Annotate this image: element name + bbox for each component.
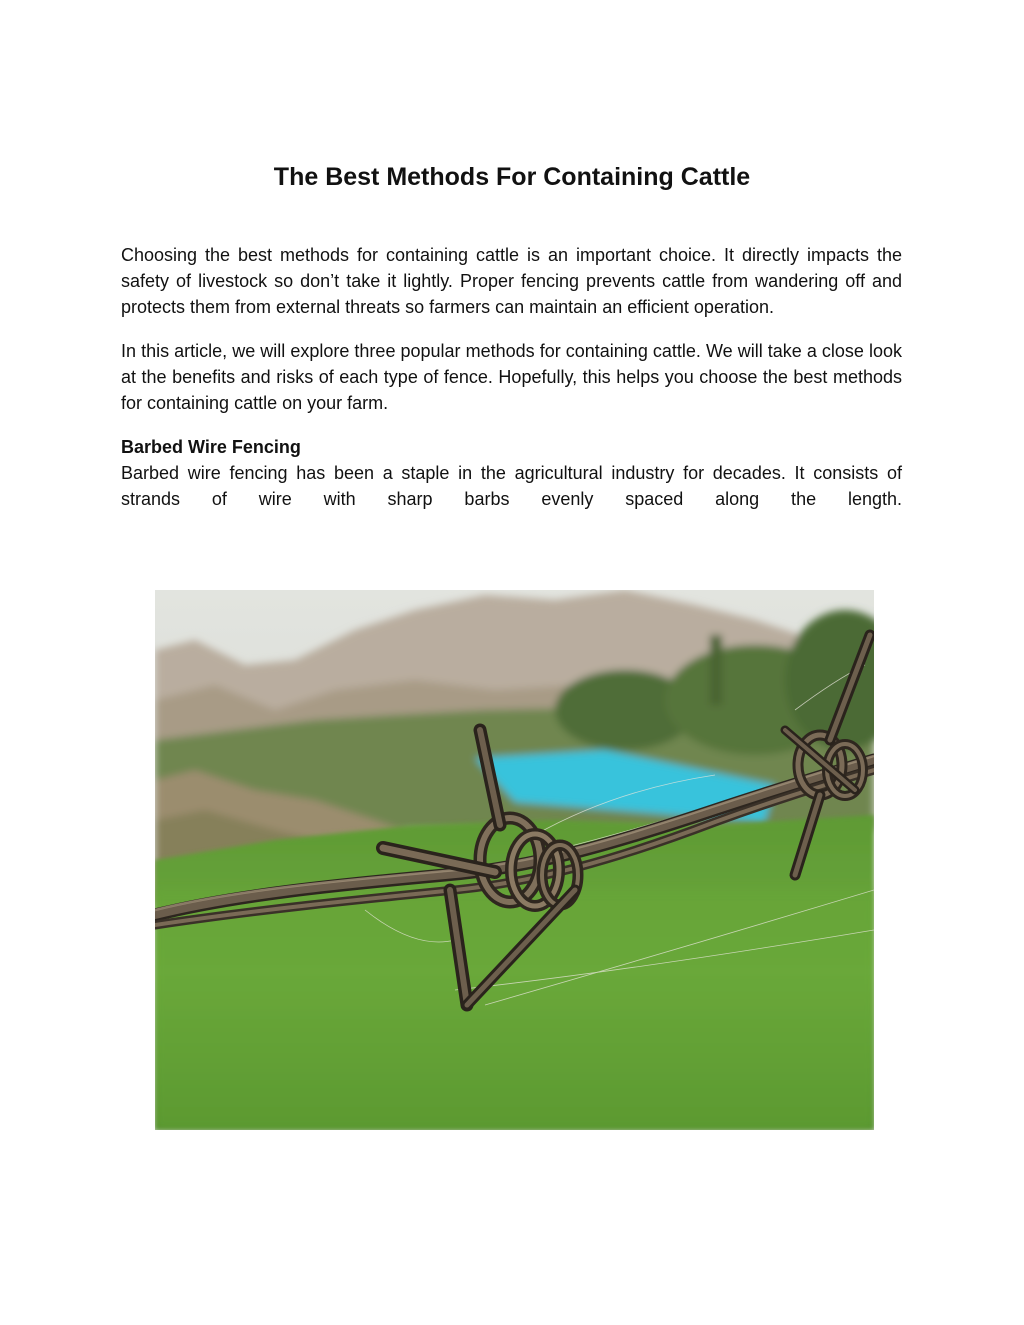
article-body <box>121 242 902 530</box>
section-barbed-wire <box>121 434 902 512</box>
photo-illustration <box>155 590 874 1130</box>
barbed-wire-photo <box>155 590 874 1130</box>
section-paragraph: Barbed wire fencing has been a staple in the agricultural industry for decades. It consists of strands of wire with sharp barbs evenly spaced along the length. <box>121 463 902 509</box>
page-title: The Best Methods For Containing Cattle <box>273 163 751 191</box>
intro-paragraph: Choosing the best methods for containing cattle is an important choice. It directly impacts the safety of livestock so don’t take it lightly. Proper fencing prevents cattle from wandering off and protects them from external threats so farmers can maintain an efficient operation. <box>121 245 902 317</box>
overview-paragraph: In this article, we will explore three popular methods for containing cattle. We will take a close look at the benefits and risks of each type of fence. Hopefully, this helps you choose the best methods for containing cattle on your farm. <box>121 341 902 413</box>
section-heading: Barbed Wire Fencing <box>121 437 301 457</box>
